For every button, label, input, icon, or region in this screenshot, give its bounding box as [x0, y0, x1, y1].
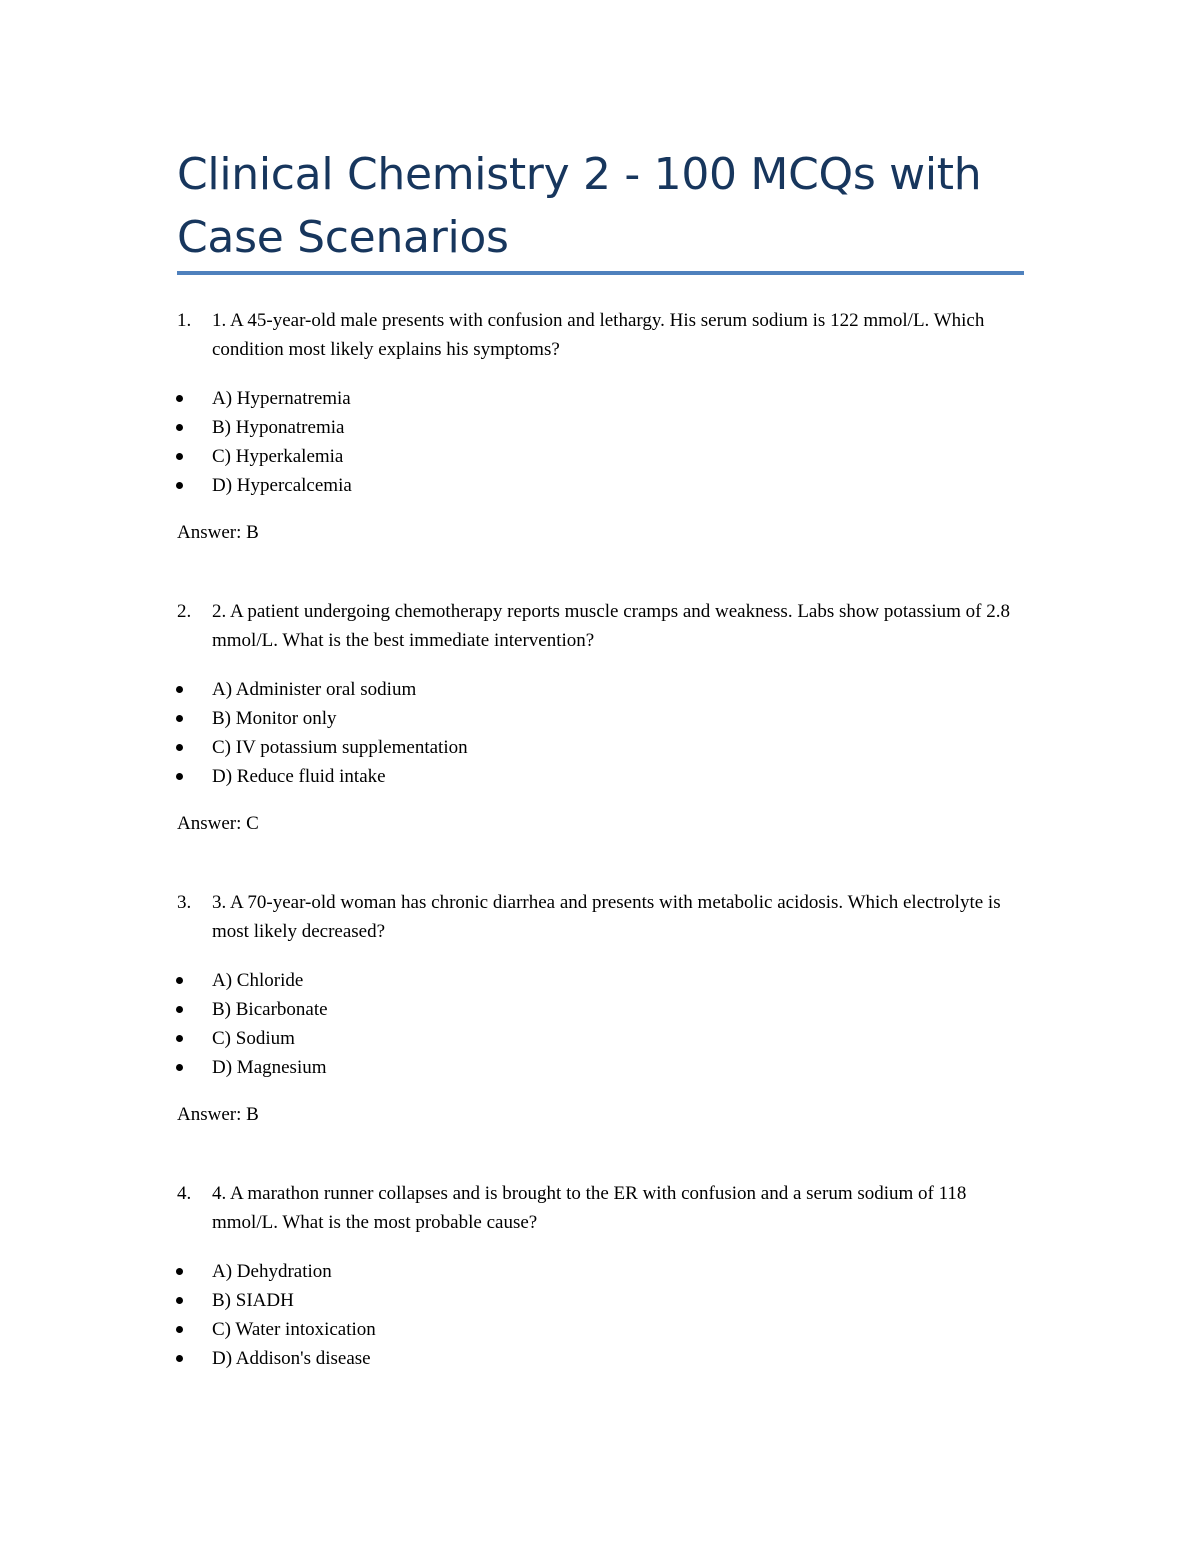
- option-item: [0, 1315, 1200, 1344]
- option-text: C) Hyperkalemia: [212, 446, 344, 467]
- question-number: 2.: [177, 601, 192, 622]
- question-number: 3.: [177, 892, 192, 913]
- option-item: [0, 1286, 1200, 1315]
- option-item: [0, 1344, 1200, 1373]
- bullet-icon: [176, 1326, 183, 1333]
- question-text: 1. A 45-year-old male presents with confusion and lethargy. His serum sodium is 122 mmol/L. Which condition most likely explains his symptoms?: [212, 310, 985, 360]
- option-item: [0, 704, 1200, 733]
- bullet-icon: [176, 1268, 183, 1275]
- bullet-icon: [176, 395, 183, 402]
- option-text: A) Hypernatremia: [212, 388, 351, 409]
- option-item: [0, 413, 1200, 442]
- option-item: [0, 675, 1200, 704]
- bullet-icon: [176, 686, 183, 693]
- option-list: [0, 1257, 1200, 1373]
- option-item: [0, 384, 1200, 413]
- bullet-icon: [176, 482, 183, 489]
- bullet-icon: [176, 1297, 183, 1304]
- bullet-icon: [176, 1064, 183, 1071]
- option-text: B) Monitor only: [212, 708, 337, 729]
- question-text: 2. A patient undergoing chemotherapy reports muscle cramps and weakness. Labs show potassium of 2.8 mmol/L. What is the best immediate intervention?: [212, 601, 1011, 651]
- answer-line: Answer: C: [177, 813, 259, 834]
- option-text: D) Reduce fluid intake: [212, 766, 386, 787]
- option-text: B) SIADH: [212, 1290, 294, 1311]
- bullet-icon: [176, 773, 183, 780]
- option-item: [0, 471, 1200, 500]
- option-item: [0, 1053, 1200, 1082]
- question-text: 3. A 70-year-old woman has chronic diarrhea and presents with metabolic acidosis. Which electrolyte is most likely decreased?: [212, 892, 1001, 942]
- question-text: 4. A marathon runner collapses and is brought to the ER with confusion and a serum sodium of 118 mmol/L. What is the most probable cause?: [212, 1183, 967, 1233]
- bullet-icon: [176, 977, 183, 984]
- option-item: [0, 442, 1200, 471]
- bullet-icon: [176, 715, 183, 722]
- bullet-icon: [176, 424, 183, 431]
- bullet-icon: [176, 453, 183, 460]
- answer-line: Answer: B: [177, 522, 259, 543]
- option-item: [0, 1024, 1200, 1053]
- option-text: C) Sodium: [212, 1028, 295, 1049]
- option-list: [0, 966, 1200, 1082]
- bullet-icon: [176, 1355, 183, 1362]
- question-number: 4.: [177, 1183, 192, 1204]
- option-item: [0, 762, 1200, 791]
- option-text: A) Administer oral sodium: [212, 679, 417, 700]
- question-number: 1.: [177, 310, 192, 331]
- option-text: C) Water intoxication: [212, 1319, 376, 1340]
- answer-line: Answer: B: [177, 1104, 259, 1125]
- option-text: B) Hyponatremia: [212, 417, 345, 438]
- option-item: [0, 733, 1200, 762]
- title-underline: [177, 271, 1024, 275]
- option-item: [0, 1257, 1200, 1286]
- option-item: [0, 966, 1200, 995]
- option-text: B) Bicarbonate: [212, 999, 328, 1020]
- option-list: [0, 675, 1200, 791]
- option-item: [0, 995, 1200, 1024]
- option-text: A) Dehydration: [212, 1261, 332, 1282]
- option-text: D) Hypercalcemia: [212, 475, 352, 496]
- option-text: D) Addison's disease: [212, 1348, 371, 1369]
- document-title: Clinical Chemistry 2 - 100 MCQs with Case Scenarios: [177, 149, 982, 263]
- option-list: [0, 384, 1200, 500]
- option-text: C) IV potassium supplementation: [212, 737, 468, 758]
- bullet-icon: [176, 1006, 183, 1013]
- bullet-icon: [176, 744, 183, 751]
- bullet-icon: [176, 1035, 183, 1042]
- option-text: D) Magnesium: [212, 1057, 327, 1078]
- option-text: A) Chloride: [212, 970, 304, 991]
